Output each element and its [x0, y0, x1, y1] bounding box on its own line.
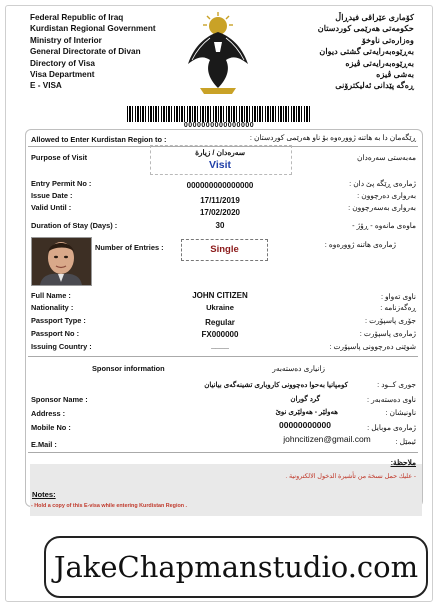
issue-date-value: 17/11/2019: [200, 196, 240, 205]
duration-value: 30: [215, 221, 225, 230]
valid-until-label: Valid Until :: [31, 203, 72, 212]
header-line-rtl: ڕەگە پێدانی ئەلیکترۆنی: [335, 81, 414, 91]
header-line: General Directorate of Divan: [30, 47, 141, 57]
applicant-photo: [31, 237, 92, 286]
issue-date-label: Issue Date :: [31, 191, 73, 200]
header-line-rtl: بەڕێوەبەرایەتی گشتی دیوان: [319, 47, 414, 57]
entries-label: Number of Entries :: [95, 243, 164, 252]
entry-permit-value: 000000000000000: [186, 181, 254, 190]
passport-no-label: Passport No :: [31, 329, 80, 338]
barcode: [127, 106, 311, 122]
mobile-label-rtl: ژمارەی موبایل :: [367, 423, 416, 432]
header-line-rtl: حکومەتی هەرێمی کوردستان: [317, 24, 414, 34]
passport-type-value: Regular: [205, 318, 235, 327]
barcode-number: 0000000000000000: [183, 122, 255, 129]
watermark-banner: JakeChapmanstudio.com: [44, 536, 428, 598]
sponsor-type-label-rtl: جوری کــود :: [377, 380, 416, 389]
purpose-label-rtl: مەبەستی سەرەدان: [357, 153, 416, 162]
duration-label-rtl: ماوەی مانەوە - ڕۆژ -: [352, 221, 416, 230]
purpose-value-arabic: سەرەدان / زيارة: [195, 148, 245, 157]
sponsor-name-value: گرد گوران: [290, 396, 320, 403]
notes-title: Notes:: [32, 490, 56, 499]
mobile-label: Mobile No :: [31, 423, 71, 432]
nationality-value: Ukraine: [206, 303, 234, 312]
passport-no-label-rtl: ژمارەی پاسپۆرت :: [359, 329, 416, 338]
nationality-label: Nationality :: [31, 303, 74, 312]
sponsor-title: Sponsor information: [92, 364, 165, 373]
issuing-country-label-rtl: شوێنی دەرچوونی پاسپۆرت :: [329, 342, 416, 351]
duration-label: Duration of Stay (Days) :: [31, 221, 118, 230]
entries-label-rtl: ژمارەی هاتنە ژوورەوە :: [324, 240, 396, 249]
passport-type-label-rtl: جۆری پاسپۆرت :: [365, 316, 416, 325]
full-name-label: Full Name :: [31, 291, 71, 300]
email-label: E.Mail :: [31, 440, 57, 449]
applicant-portrait-icon: [32, 238, 91, 285]
valid-until-value: 17/02/2020: [199, 208, 241, 217]
address-label-rtl: ناونیشان :: [385, 408, 416, 417]
address-value: هەولێر - هەولێری نوێ: [275, 409, 338, 416]
passport-no-value: FX000000: [201, 330, 239, 339]
purpose-value: Visit: [209, 159, 231, 171]
header-line: Directory of Visa: [30, 58, 95, 68]
header-line: Visa Department: [30, 70, 95, 80]
address-label: Address :: [31, 409, 66, 418]
entries-value: Single: [181, 239, 268, 261]
header-line-rtl: بەشی ڤیزە: [376, 70, 414, 80]
header-line: Federal Republic of Iraq: [30, 13, 124, 22]
entry-permit-label-rtl: ژمارەی ڕێگە پێ دان :: [349, 179, 416, 188]
header-line: E - VISA: [30, 81, 62, 91]
nationality-label-rtl: ڕەگەزنامە :: [380, 303, 416, 312]
divider: [28, 356, 418, 357]
allowed-label-rtl: ڕێگەمان دا بە هاتنە ژوورەوە بۆ ناو هەرێمی کوردستان :: [249, 133, 416, 142]
divider: [28, 452, 418, 453]
header-line: Ministry of Interior: [30, 35, 102, 45]
kurdistan-emblem-icon: [186, 12, 250, 96]
passport-type-label: Passport Type :: [31, 316, 86, 325]
header-line-rtl: بەڕێوەبەرایەتی ڤیزە: [345, 58, 414, 68]
sponsor-type-value: کومپانیا بەحوا دەچوونی کاروباری تشینەگەی بیانیان: [204, 382, 348, 389]
issuing-country-value: ____: [211, 341, 229, 350]
full-name-value: JOHN CITIZEN: [192, 291, 248, 300]
issuing-country-label: Issuing Country :: [31, 342, 92, 351]
purpose-label: Purpose of Visit: [31, 153, 88, 162]
header-right: [282, 12, 414, 92]
sponsor-name-label: Sponsor Name :: [31, 395, 88, 404]
email-label-rtl: ئیمێل :: [395, 437, 416, 446]
email-value: johncitizen@gmail.com: [283, 434, 371, 444]
mobile-value: 00000000000: [278, 420, 331, 430]
header-left: [30, 12, 156, 92]
notes-title-arabic: ملاحظة:: [390, 458, 416, 467]
notes-text: - Hold a copy of this E-visa while entering Kurdistan Region .: [31, 503, 188, 509]
sponsor-name-label-rtl: ناوی دەستەبەر :: [367, 395, 416, 404]
header-line-rtl: وەزارەتی ناوخۆ: [361, 35, 414, 45]
issue-date-label-rtl: بەرواری دەرچوون :: [357, 191, 416, 200]
header-line-rtl: کۆماری عێراقی فیدڕاڵ: [335, 13, 414, 22]
header-line: Kurdistan Regional Government: [30, 24, 156, 34]
valid-until-label-rtl: بەرواری بەسەرچوون :: [348, 203, 416, 212]
allowed-label: Allowed to Enter Kurdistan Region to :: [31, 135, 167, 144]
entry-permit-label: Entry Permit No :: [31, 179, 92, 188]
notes-text-arabic: - عليك حمل نسخة من تأشيرة الدخول الالكترونية .: [285, 473, 416, 480]
sponsor-title-rtl: زانیاری دەستەبەر: [272, 364, 325, 373]
full-name-label-rtl: ناوی تەواو :: [380, 292, 416, 301]
